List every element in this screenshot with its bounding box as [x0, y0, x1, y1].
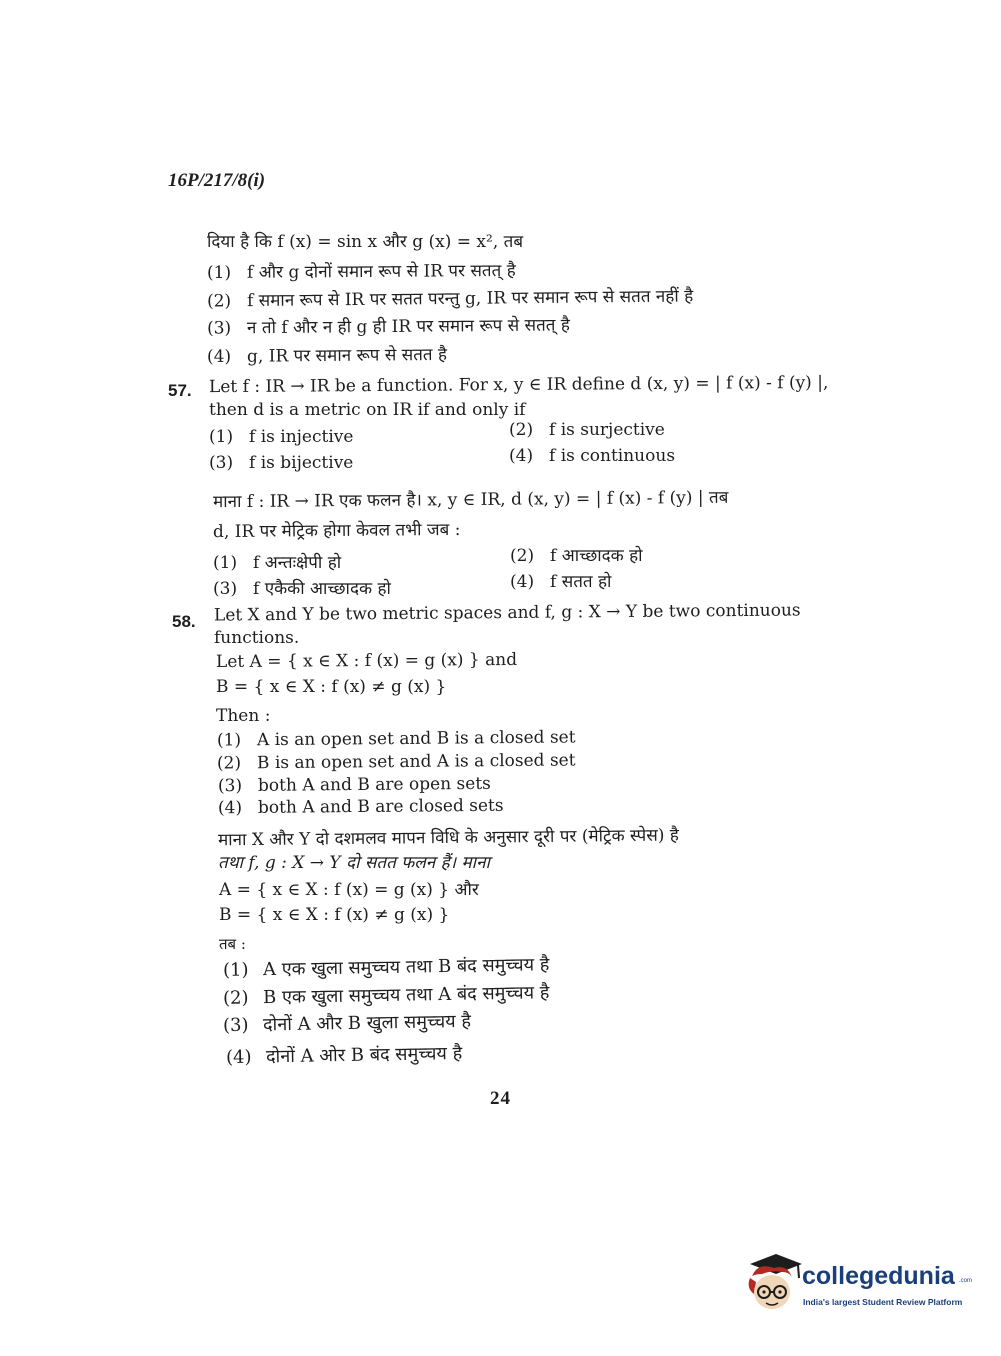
hindi-stem-line-1: माना X और Y दो दशमलव मापन विधि के अनुसार दूरी पर (मेट्रिक स्पेस) है: [217, 825, 679, 851]
hindi-option-2: (2) B एक खुला समुच्चय तथा A बंद समुच्चय है: [222, 982, 550, 1009]
question-stem-line-1: Let X and Y be two metric spaces and f, g : X → Y be two continuous: [213, 600, 801, 626]
logo-wordmark: collegedunia: [802, 1262, 955, 1290]
then-label: Then :: [216, 706, 271, 726]
hindi-option-3: (3) दोनों A और B खुला समुच्चय है: [222, 1010, 472, 1037]
hindi-option-1: (1) A एक खुला समुच्चय तथा B बंद समुच्चय है: [222, 954, 550, 981]
option-1: (1) f और g दोनों समान रूप से IR पर सतत् है: [206, 260, 516, 284]
option-3: (3) both A and B are open sets: [217, 773, 491, 797]
hindi-then-label: तब :: [219, 935, 246, 953]
hindi-option-1: (1) f अन्तःक्षेपी हो: [213, 553, 342, 573]
hindi-stem-line-2: तथा f, g : X → Y दो सतत फलन हैं। माना: [218, 853, 490, 873]
option-1: (1) A is an open set and B is a closed set: [216, 727, 576, 751]
question-number: 57.: [168, 381, 192, 400]
hindi-option-4: (4) दोनों A ओर B बंद समुच्चय है: [225, 1042, 463, 1069]
hindi-set-a-definition: A = { x ∈ X : f (x) = g (x) } और: [219, 880, 479, 900]
option-4: (4) both A and B are closed sets: [217, 795, 504, 819]
logo-tagline: India's largest Student Review Platform: [803, 1297, 963, 1307]
page-number: 24: [490, 1088, 511, 1109]
hindi-stem-line-2: d, IR पर मेट्रिक होगा केवल तभी जब :: [212, 519, 461, 543]
option-4: (4) f is continuous: [509, 446, 676, 466]
collegedunia-logo: [742, 1248, 972, 1318]
set-a-definition: Let A = { x ∈ X : f (x) = g (x) } and: [215, 649, 518, 673]
option-1: (1) f is injective: [209, 427, 354, 447]
option-2: (2) f समान रूप से IR पर सतत परन्तु g, IR पर समान रूप से सतत नहीं है: [206, 286, 694, 312]
option-4: (4) g, IR पर समान रूप से सतत है: [206, 344, 448, 368]
question-stem: दिया है कि f (x) = sin x और g (x) = x², तब: [207, 232, 524, 252]
question-stem-line-2: functions.: [214, 628, 300, 648]
option-3: (3) f is bijective: [209, 453, 354, 473]
option-2: (2) B is an open set and A is a closed set: [216, 750, 576, 774]
question-stem-line-2: then d is a metric on IR if and only if: [209, 400, 526, 420]
paper-code: 16P/217/8(i): [168, 170, 266, 191]
question-number: 58.: [172, 612, 196, 631]
hindi-option-2: (2) f आच्छादक हो: [510, 546, 643, 566]
question-stem-line-1: Let f : IR → IR be a function. For x, y ∈ IR define d (x, y) = | f (x) - f (y) |,: [208, 372, 829, 398]
hindi-option-3: (3) f एकैकी आच्छादक हो: [213, 579, 391, 599]
logo-domain: .com: [959, 1278, 973, 1284]
option-3: (3) न तो f और न ही g ही IR पर समान रूप से सतत् है: [206, 315, 570, 339]
option-2: (2) f is surjective: [509, 420, 665, 440]
hindi-set-b-definition: B = { x ∈ X : f (x) ≠ g (x) }: [219, 905, 450, 925]
mascot-icon: [742, 1248, 804, 1314]
set-b-definition: B = { x ∈ X : f (x) ≠ g (x) }: [216, 677, 447, 697]
hindi-stem-line-1: माना f : IR → IR एक फलन है। x, y ∈ IR, d (x, y) = | f (x) - f (y) | तब: [212, 487, 729, 513]
hindi-option-4: (4) f सतत हो: [510, 572, 612, 592]
